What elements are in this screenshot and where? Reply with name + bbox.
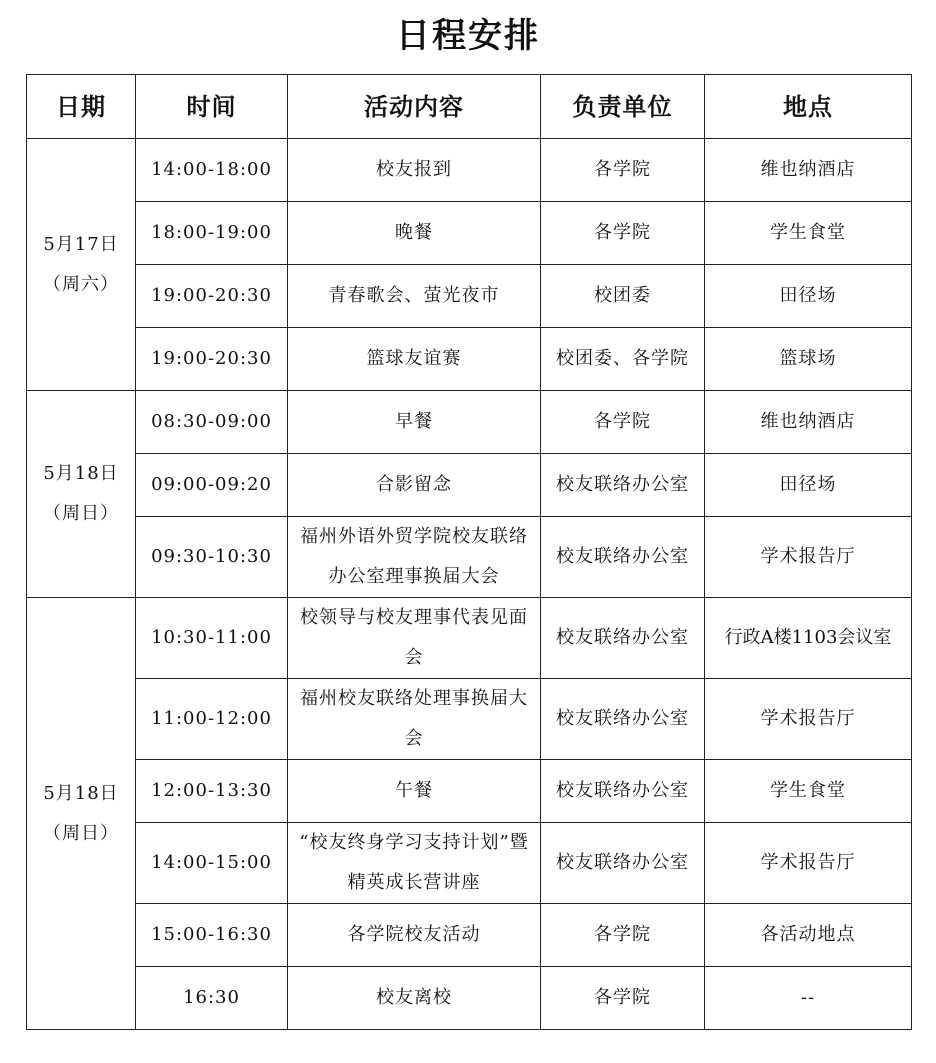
time-cell: 11:00-12:00 [136,679,288,760]
activity-cell: 午餐 [288,760,541,823]
table-row [27,328,912,391]
time-cell: 19:00-20:30 [136,328,288,391]
place-cell: 学术报告厅 [705,823,912,904]
table-row [27,391,912,454]
place-cell: 学生食堂 [705,202,912,265]
header-place: 地点 [705,75,912,139]
date-label: 5月18日 [43,782,119,804]
table-row [27,202,912,265]
time-cell: 15:00-16:30 [136,904,288,967]
table-header-row [27,75,912,139]
activity-cell: 各学院校友活动 [288,904,541,967]
schedule-table [26,74,912,1030]
activity-cell: 校友离校 [288,967,541,1030]
place-cell: 维也纳酒店 [705,139,912,202]
activity-cell: 校领导与校友理事代表见面会 [288,598,541,679]
unit-cell: 各学院 [541,391,705,454]
activity-cell: 合影留念 [288,454,541,517]
weekday-label: （周日） [43,503,119,524]
unit-cell: 校友联络办公室 [541,517,705,598]
time-cell: 16:30 [136,967,288,1030]
table-row [27,598,912,679]
table-row [27,967,912,1030]
unit-cell: 校友联络办公室 [541,760,705,823]
unit-cell: 校友联络办公室 [541,823,705,904]
unit-cell: 校友联络办公室 [541,598,705,679]
activity-cell: 青春歌会、萤光夜市 [288,265,541,328]
table-row [27,454,912,517]
date-label: 5月18日 [43,463,119,484]
time-cell: 14:00-15:00 [136,823,288,904]
weekday-label: （周日） [43,822,119,844]
date-label: 5月17日 [43,233,119,255]
time-cell: 08:30-09:00 [136,391,288,454]
activity-cell: 晚餐 [288,202,541,265]
time-cell: 18:00-19:00 [136,202,288,265]
table-row [27,517,912,598]
time-cell: 10:30-11:00 [136,598,288,679]
header-unit: 负责单位 [541,75,705,139]
page-title: 日程安排 [396,16,540,56]
unit-cell: 校友联络办公室 [541,679,705,760]
header-date: 日期 [27,75,136,139]
place-cell: 田径场 [705,454,912,517]
table-row [27,679,912,760]
date-cell [27,598,136,1030]
unit-cell: 各学院 [541,202,705,265]
activity-cell: 早餐 [288,391,541,454]
header-time: 时间 [136,75,288,139]
activity-cell: 福州校友联络处理事换届大会 [288,679,541,760]
place-cell: 田径场 [705,265,912,328]
table-row [27,760,912,823]
time-cell: 09:00-09:20 [136,454,288,517]
time-cell: 14:00-18:00 [136,139,288,202]
place-cell: 行政A楼1103会议室 [705,598,912,679]
unit-cell: 校友联络办公室 [541,454,705,517]
weekday-label: （周六） [43,273,119,295]
date-cell [27,391,136,598]
table-row [27,265,912,328]
place-cell: -- [705,967,912,1030]
place-cell: 学术报告厅 [705,517,912,598]
unit-cell: 校团委、各学院 [541,328,705,391]
unit-cell: 各学院 [541,904,705,967]
unit-cell: 各学院 [541,967,705,1030]
place-cell: 各活动地点 [705,904,912,967]
header-activity: 活动内容 [288,75,541,139]
time-cell: 19:00-20:30 [136,265,288,328]
activity-cell: 校友报到 [288,139,541,202]
time-cell: 12:00-13:30 [136,760,288,823]
table-row [27,139,912,202]
place-cell: 维也纳酒店 [705,391,912,454]
activity-cell: 篮球友谊赛 [288,328,541,391]
unit-cell: 校团委 [541,265,705,328]
table-row [27,904,912,967]
unit-cell: 各学院 [541,139,705,202]
activity-cell: 福州外语外贸学院校友联络办公室理事换届大会 [288,517,541,598]
activity-cell: “校友终身学习支持计划”暨精英成长营讲座 [288,823,541,904]
time-cell: 09:30-10:30 [136,517,288,598]
date-cell [27,139,136,391]
table-row [27,823,912,904]
place-cell: 篮球场 [705,328,912,391]
place-cell: 学生食堂 [705,760,912,823]
place-cell: 学术报告厅 [705,679,912,760]
